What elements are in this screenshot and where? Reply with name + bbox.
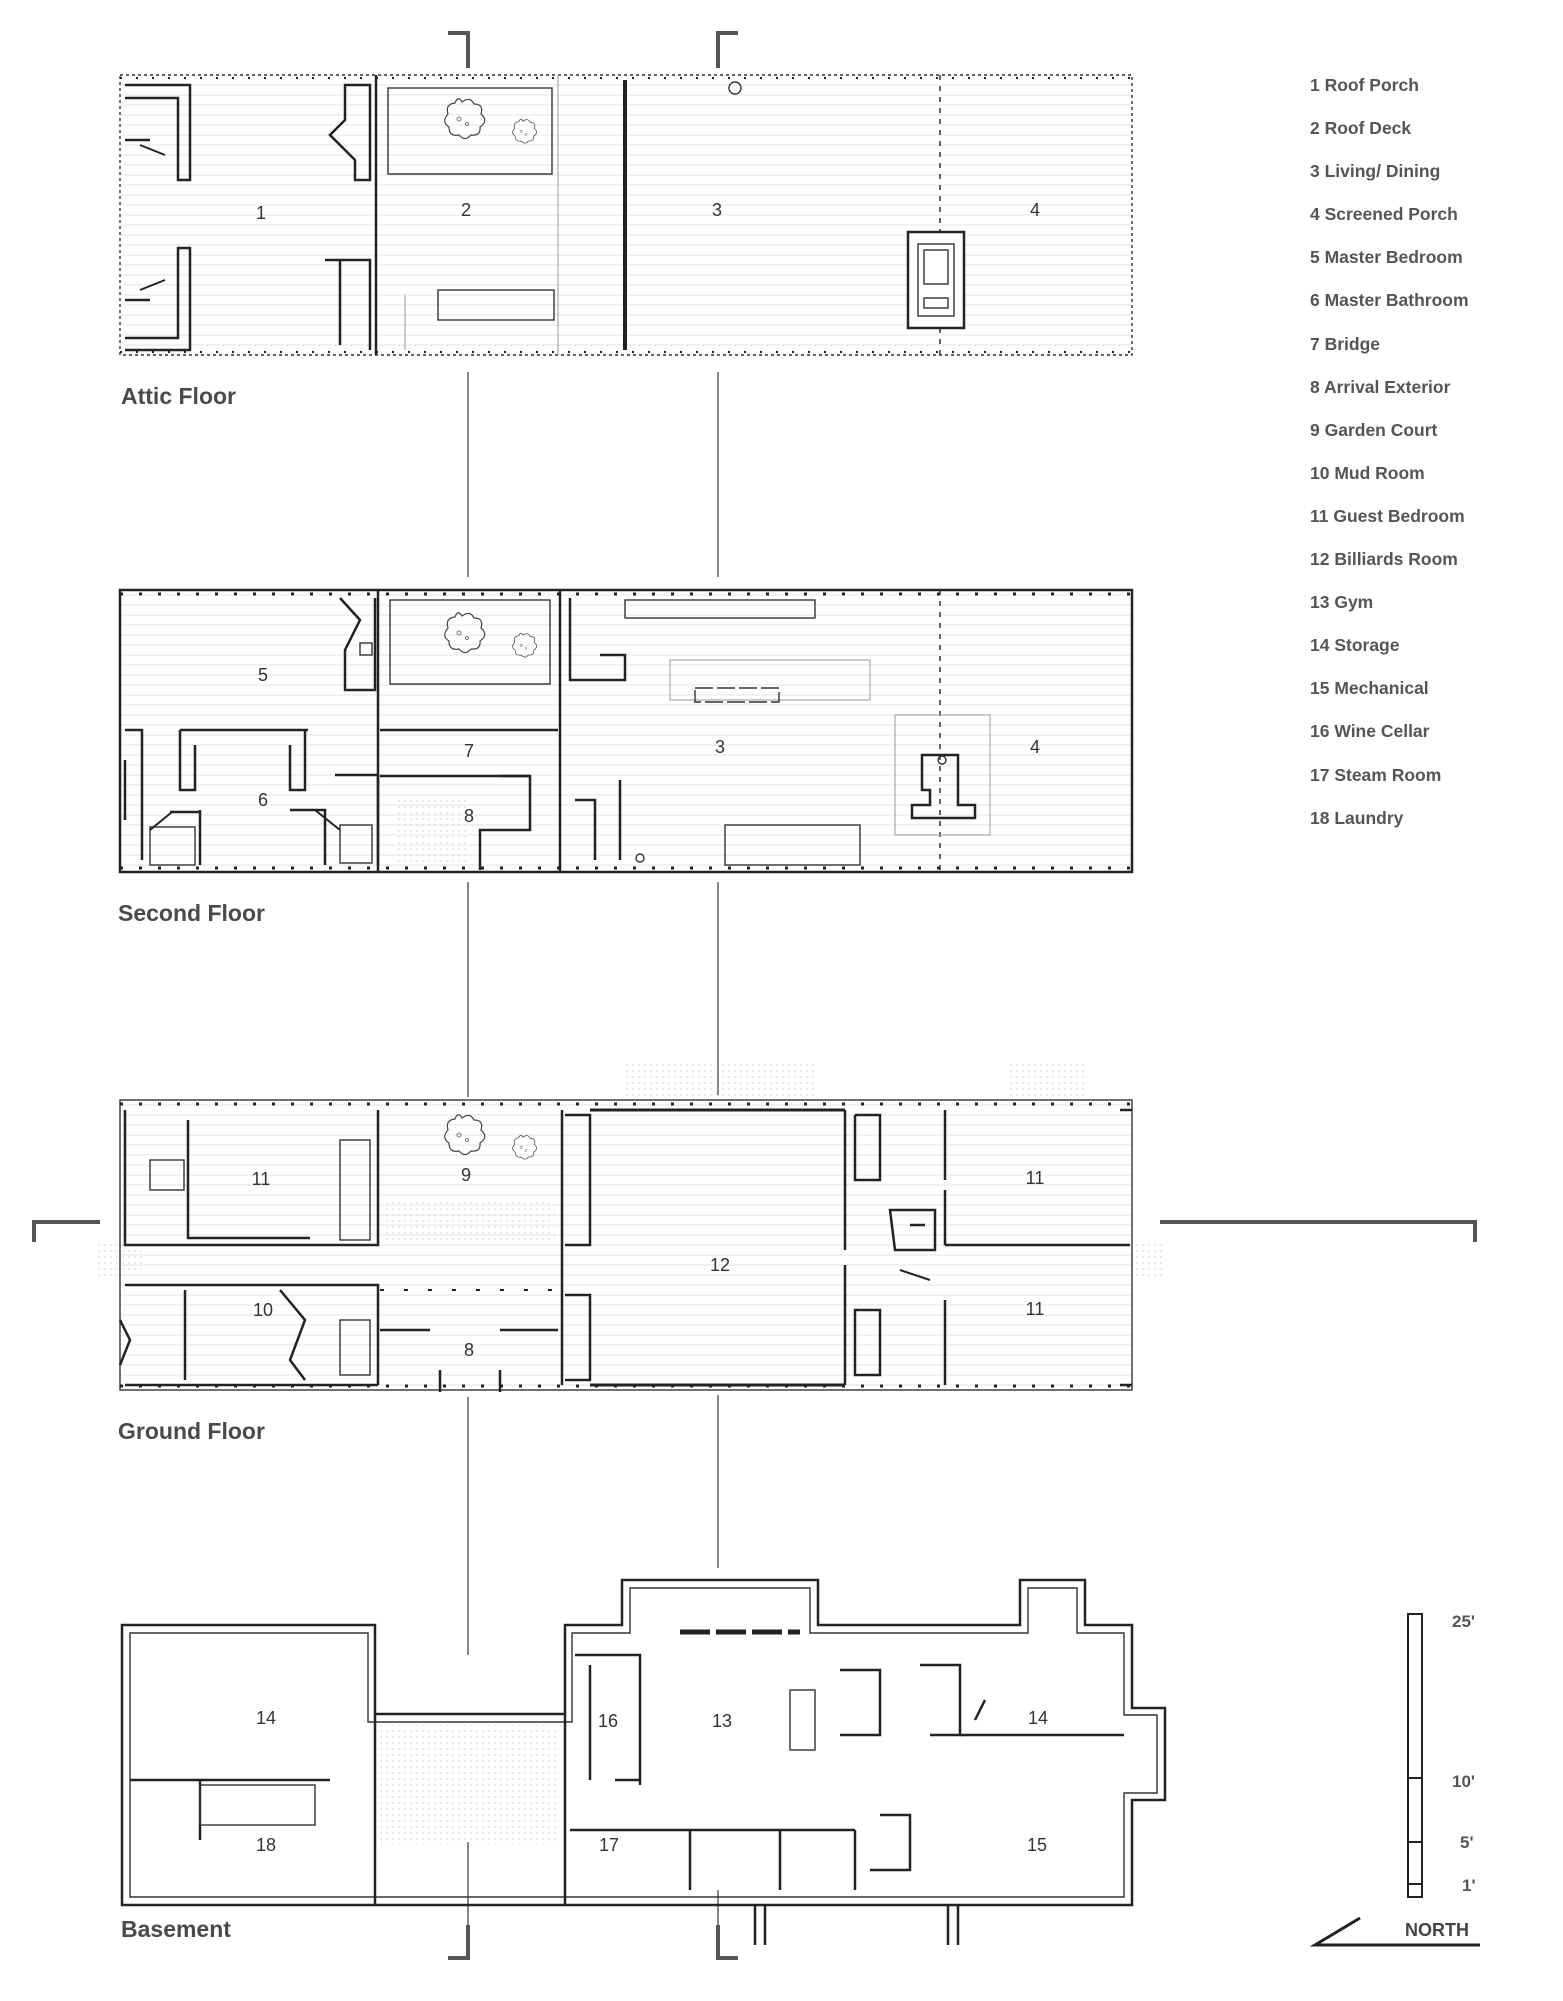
- legend-item: 7 Bridge: [1310, 333, 1381, 354]
- room-label: 15: [1026, 1834, 1048, 1855]
- legend-item: 15 Mechanical: [1310, 678, 1429, 699]
- legend-item: 16 Wine Cellar: [1310, 721, 1430, 742]
- legend-item: 3 Living/ Dining: [1310, 161, 1441, 182]
- room-label: 10: [252, 1299, 274, 1320]
- ground-floor-plan: [95, 1063, 1163, 1392]
- floor-title-ground: Ground Floor: [118, 1418, 265, 1444]
- legend-item: 10 Mud Room: [1310, 462, 1425, 483]
- legend-item: 12 Billiards Room: [1310, 549, 1458, 570]
- room-legend: [1310, 74, 1469, 850]
- room-label: 6: [257, 789, 269, 810]
- room-label: 13: [711, 1710, 733, 1731]
- room-label: 17: [598, 1834, 620, 1855]
- room-label: 9: [460, 1164, 472, 1185]
- room-label: 1: [255, 202, 267, 223]
- north-arrow-icon: [1315, 1918, 1480, 1945]
- scale-label: 25': [1452, 1612, 1475, 1631]
- floor-title-attic: Attic Floor: [121, 383, 236, 409]
- legend-item: 9 Garden Court: [1310, 419, 1438, 440]
- room-label: 4: [1029, 736, 1041, 757]
- floor-title-basement: Basement: [121, 1916, 231, 1942]
- legend-item: 11 Guest Bedroom: [1310, 505, 1465, 526]
- basement-plan: [122, 1580, 1165, 1945]
- legend-item: 1 Roof Porch: [1310, 75, 1419, 95]
- floor-title-second: Second Floor: [118, 900, 265, 926]
- legend-item: 17 Steam Room: [1310, 764, 1442, 785]
- room-label: 11: [1025, 1167, 1045, 1188]
- room-label: 3: [714, 736, 726, 757]
- legend-item: 14 Storage: [1310, 635, 1400, 656]
- north-label: NORTH: [1405, 1920, 1469, 1940]
- legend-item: 6 Master Bathroom: [1310, 290, 1469, 311]
- attic-floor-plan: [120, 75, 1132, 355]
- room-label: 3: [711, 199, 723, 220]
- room-label: 4: [1029, 199, 1041, 220]
- room-label: 8: [463, 805, 475, 826]
- room-label: 8: [463, 1339, 475, 1360]
- legend-item: 4 Screened Porch: [1310, 204, 1458, 225]
- room-label: 7: [463, 740, 475, 761]
- room-label: 11: [1025, 1298, 1045, 1319]
- scale-label: 1': [1462, 1876, 1476, 1895]
- legend-item: 13 Gym: [1310, 592, 1374, 613]
- second-floor-plan: [120, 590, 1132, 872]
- legend-item: 18 Laundry: [1310, 807, 1404, 828]
- scale-label: 10': [1452, 1772, 1475, 1791]
- legend-item: 2 Roof Deck: [1310, 118, 1412, 139]
- room-label: 11: [251, 1168, 271, 1189]
- room-label: 12: [709, 1254, 731, 1275]
- room-label: 14: [1027, 1707, 1049, 1728]
- room-label: 16: [597, 1710, 619, 1731]
- legend-item: 8 Arrival Exterior: [1310, 376, 1451, 397]
- room-label: 5: [257, 664, 269, 685]
- scale-label: 5': [1460, 1833, 1474, 1852]
- room-label: 14: [255, 1707, 277, 1728]
- room-label: 2: [460, 199, 472, 220]
- room-label: 18: [255, 1834, 277, 1855]
- scale-bar-icon: [1408, 1612, 1476, 1897]
- legend-item: 5 Master Bedroom: [1310, 247, 1463, 268]
